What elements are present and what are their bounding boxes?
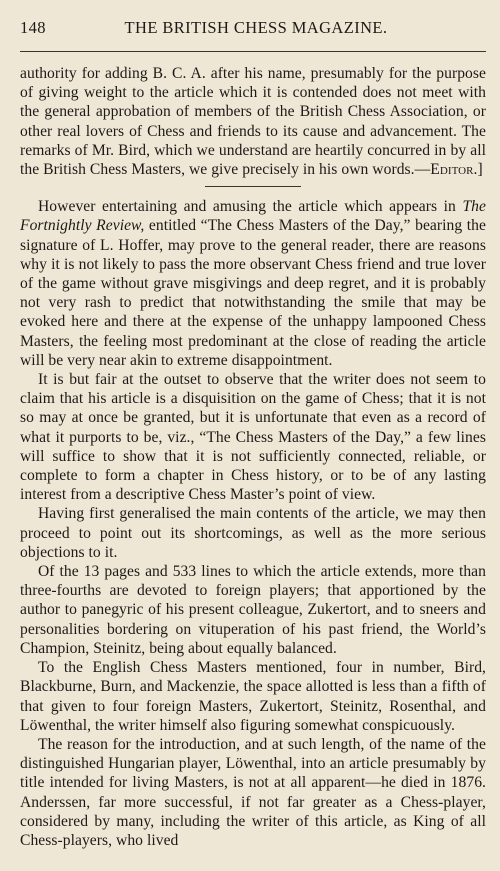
journal-title: The Fortnightly Review,: [20, 198, 486, 235]
running-title: THE BRITISH CHESS MAGAZINE.: [124, 18, 388, 37]
page-header: [20, 18, 486, 38]
paragraph-3: Having first generalised the main contents of the article, we may then proceed to point out its shortcomings, as well as the more serious objections to it.: [20, 505, 486, 561]
editor-signature: Editor.: [430, 161, 478, 179]
paragraph-6: The reason for the introduction, and at such length, of the name of the distinguished Hungarian player, Löwenthal, into an article presumably by title intended for living Masters, is not at all apparent—he died in 1876. Anderssen, far more successful, if not far greater as a Chess-player, considered by many, including the writer of this article, as King of all Chess-players, who lived: [20, 735, 486, 849]
paragraph-2: It is but fair at the outset to observe that the writer does not seem to claim that his article is a disquisition on the game of Chess; that it is not so may at once be granted, but it is unfortunate that even as a record of what it purports to be, viz., “The Chess Masters of the Day,” a few lines will suffice to show that it is not sufficiently connected, reliable, or complete to form a chapter in Chess history, or to be of any lasting interest from a descriptive Chess Master’s point of view.: [20, 371, 486, 504]
paragraph-1: [20, 197, 486, 370]
editor-note-text: authority for adding B. C. A. after his name, presumably for the purpose of giving weight to the article which it is contended does not meet with the general approbation of members of the British Chess Association, or other real lovers of Chess and friends to its cause and advancement. The remarks of Mr. Bird, which we understand are heartily concurred in by all the British Chess Masters, we give precisely in his own words.—: [20, 65, 486, 179]
paragraph-4: Of the 13 pages and 533 lines to which the article extends, more than three-fourths are devoted to foreign players; that apportioned by the author to panegyric of his present colleague, Zukertort, and to sneers and personalities bordering on vituperation of his past friend, the World’s Champion, Steinitz, being about equally balanced.: [20, 563, 486, 657]
header-rule: [20, 51, 486, 52]
page-number: 148: [20, 18, 46, 37]
section-separator: [205, 186, 301, 187]
paragraph-5: To the English Chess Masters mentioned, four in number, Bird, Blackburne, Burn, and Mackenzie, the space allotted is less than a fifth of that given to four foreign Masters, Zukertort, Steinitz, Rosenthal, and Löwenthal, the writer himself also figuring somewhat conspicuously.: [20, 659, 486, 734]
body-text: [20, 64, 486, 850]
paragraph-1-start: However entertaining and amusing the article which appears in: [38, 198, 463, 216]
paragraph-1-rest: entitled “The Chess Masters of the Day,” bearing the signature of L. Hoffer, may prove to the general reader, there are reasons why it is not likely to pass the more observant Chess friend and true lover of the game without grave misgivings and deep regret, and it is probably not very rash to predict that notwithstanding the smile that may be evoked here and there at the expense of the unhappy lampooned Chess Masters, the feeling most predominant at the close of reading the article will be very near akin to extreme disappointment.: [20, 217, 486, 369]
editor-note-closing: ]: [477, 161, 483, 179]
editor-note: [20, 64, 486, 179]
